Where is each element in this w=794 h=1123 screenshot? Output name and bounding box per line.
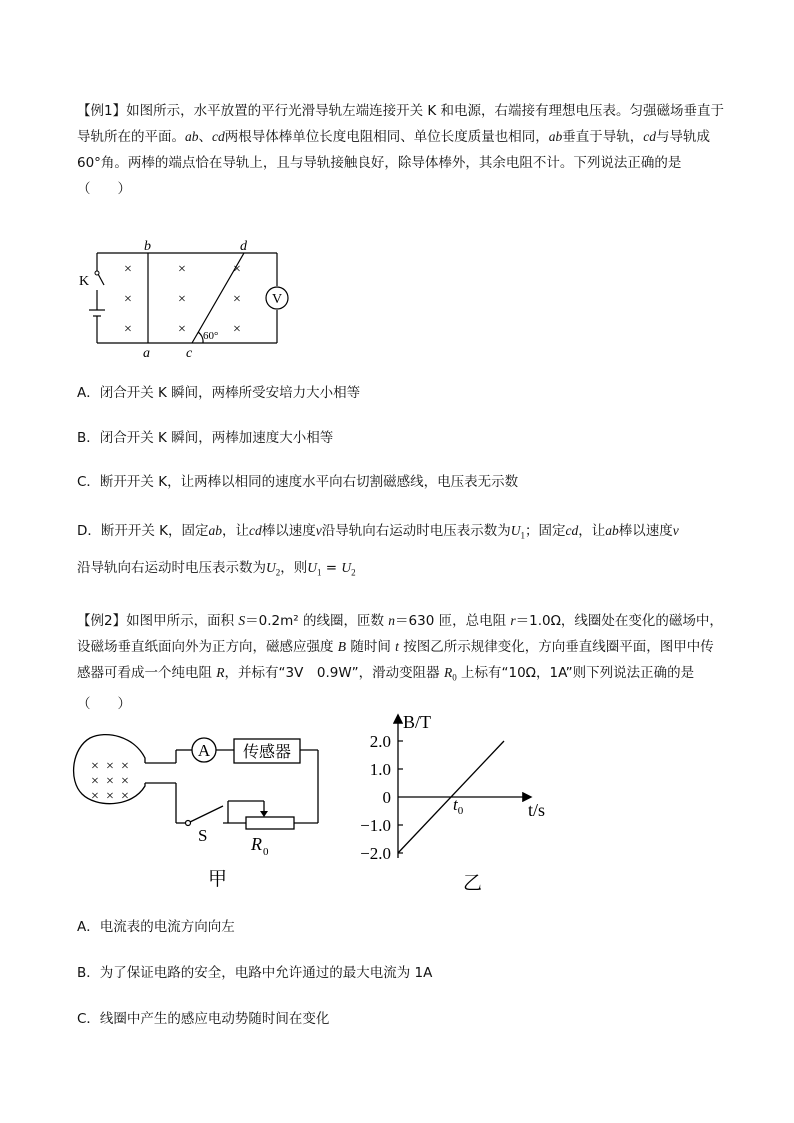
svg-text:S: S <box>198 826 208 845</box>
svg-text:×: × <box>91 774 99 789</box>
rheostat <box>246 817 294 829</box>
magnetic-field-crosses <box>124 262 241 337</box>
svg-text:A: A <box>197 741 211 760</box>
svg-text:×: × <box>121 789 129 804</box>
svg-text:b: b <box>144 239 151 254</box>
answer-blank: （ ） <box>77 181 131 197</box>
svg-text:×: × <box>121 759 129 774</box>
example2-option-b[interactable]: B．为了保证电路的安全，电路中允许通过的最大电流为 1A <box>77 965 433 981</box>
svg-text:K: K <box>79 274 90 289</box>
svg-text:×: × <box>124 262 132 277</box>
svg-text:×: × <box>233 322 241 337</box>
example2-text: 【例2】如图甲所示，面积 S＝0.2m² 的线圈，匝数 n＝630 匝，总电阻 r＝1.0Ω，线圈处在变化的磁场中，设磁场垂直纸面向外为正方向，磁感应强度 B 随时间 t 按图乙所示规律变化，方向垂直线圈平面，图甲中传感器可看成一个纯电阻 R，并标有“3V 0.9W”，滑动变阻器 $R_0$ 上标有“10Ω，1A”则下列说法正确的是（ ） <box>77 613 723 712</box>
svg-text:×: × <box>178 262 186 277</box>
coil-field-crosses <box>91 759 129 804</box>
example2-option-a[interactable]: A．电流表的电流方向向左 <box>77 919 235 935</box>
svg-text:×: × <box>91 789 99 804</box>
x-tick-t0: $t_0$ <box>453 795 464 817</box>
svg-text:R: R <box>251 834 262 854</box>
example1-option-d[interactable]: D．断开开关 K，固定ab，让cd棒以速度v沿导轨向右运动时电压表示数为$U_1$；固定cd，让ab棒以速度v 沿导轨向右运动时电压表示数为$U_2$，则$U_1 = U_2$ <box>77 523 679 578</box>
coil-circuit-figure <box>68 728 330 892</box>
svg-text:0: 0 <box>263 846 269 858</box>
y-axis-label: B/T <box>403 712 432 732</box>
y-tick-label: −2.0 <box>360 844 391 863</box>
x-axis-label: t/s <box>528 800 546 820</box>
svg-text:×: × <box>124 322 132 337</box>
svg-text:×: × <box>124 292 132 307</box>
switch-blade <box>190 806 223 822</box>
svg-text:c: c <box>186 346 193 360</box>
svg-text:×: × <box>233 292 241 307</box>
y-tick-label: −1.0 <box>360 816 391 835</box>
y-tick-label: 1.0 <box>369 760 391 779</box>
b-t-graph <box>345 708 560 893</box>
svg-text:×: × <box>178 292 186 307</box>
svg-text:V: V <box>271 292 283 307</box>
example1-text: 【例1】如图所示，水平放置的平行光滑导轨左端连接开关 K 和电源，右端接有理想电压表。匀强磁场垂直于导轨所在的平面。ab、cd两根导体棒单位长度电阻相同、单位长度质量也相同，ab垂直于导轨，cd与导轨成 60°角。两棒的端点恰在导轨上，且与导轨接触良好，除导体棒外，其余电阻不计。下列说法正确的是 （ ） <box>77 103 725 197</box>
svg-text:×: × <box>121 774 129 789</box>
example2-tag: 【例2】 <box>77 613 127 629</box>
svg-text:×: × <box>106 774 114 789</box>
y-tick-label: 2.0 <box>369 732 391 751</box>
example1-option-b[interactable]: B．闭合开关 K 瞬间，两棒加速度大小相等 <box>77 430 334 446</box>
svg-text:×: × <box>106 759 114 774</box>
svg-text:60°: 60° <box>203 330 219 342</box>
svg-text:乙: 乙 <box>463 872 483 893</box>
svg-text:d: d <box>240 239 247 254</box>
svg-text:甲: 甲 <box>208 868 228 890</box>
svg-text:×: × <box>106 789 114 804</box>
svg-text:a: a <box>143 346 150 360</box>
example1-option-a[interactable]: A．闭合开关 K 瞬间，两棒所受安培力大小相等 <box>77 385 361 401</box>
y-tick-label: 0 <box>382 788 391 807</box>
svg-text:×: × <box>91 759 99 774</box>
rail-circuit-figure <box>70 235 295 360</box>
example1-option-c[interactable]: C．断开开关 K，让两棒以相同的速度水平向右切割磁感线，电压表无示数 <box>77 474 519 490</box>
svg-text:×: × <box>233 262 241 277</box>
svg-text:传感器: 传感器 <box>242 742 292 761</box>
example2-option-c[interactable]: C．线圈中产生的感应电动势随时间在变化 <box>77 1011 330 1027</box>
svg-text:×: × <box>178 322 186 337</box>
example1-tag: 【例1】 <box>77 103 127 119</box>
